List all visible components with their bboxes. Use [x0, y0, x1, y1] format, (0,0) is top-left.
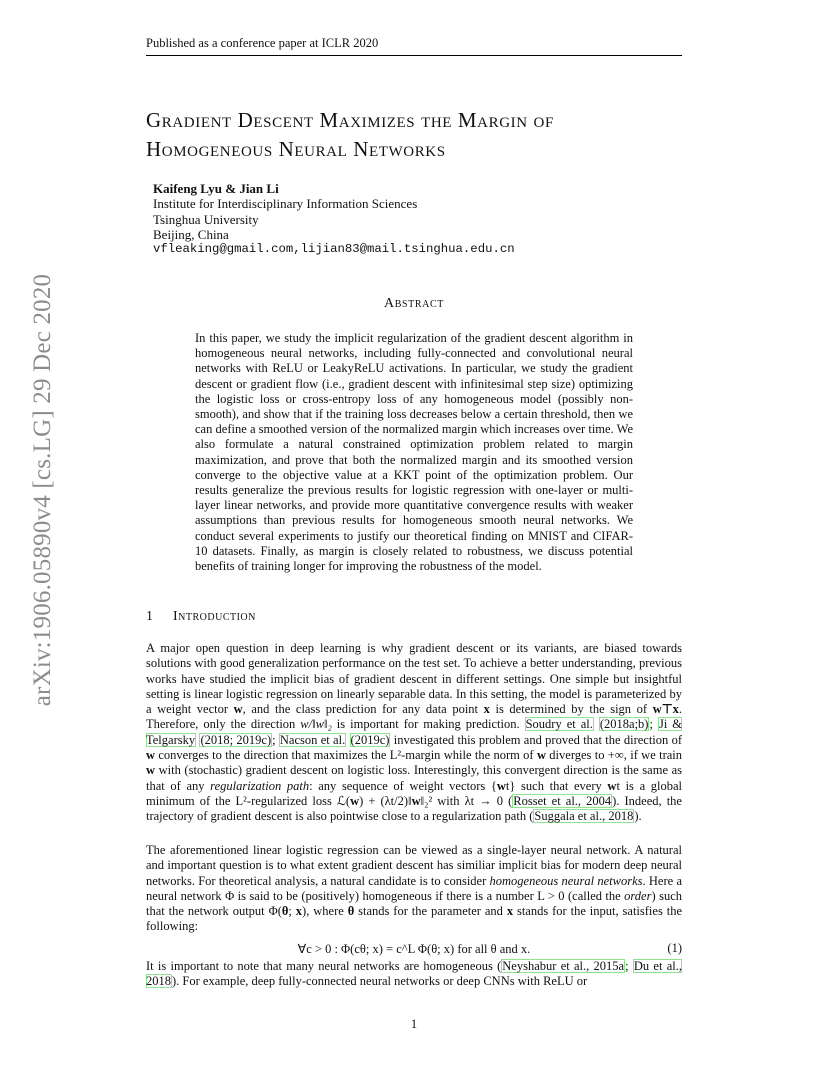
section-title: Introduction: [173, 609, 256, 624]
author-names: Kaifeng Lyu & Jian Li: [153, 181, 279, 196]
paper-title: [146, 106, 706, 164]
affiliation-location: Beijing, China: [153, 226, 229, 242]
citation-link[interactable]: Nacson et al.: [279, 732, 346, 747]
abstract-body: In this paper, we study the implicit regularization of the gradient descent algorithm in homogeneous neural networks, including fully-connected and convolutional neural networks with ReLU or LeakyReLU activations. In particular, we study the gradient descent or gradient flow (i.e., gradient descent with infinitesimal step size) optimizing the logistic loss or cross-entropy loss of any homogeneous model (possibly non-smooth), and show that if the training loss decreases below a certain threshold, then we can define a smoothed version of the normalized margin which increases over time. We also formulate a natural constrained optimization problem related to margin maximization, and prove that both the normalized margin and its smoothed version converge to the objective value at a KKT point of the optimization problem. Our results generalize the previous results for logistic regression with one-layer or multi-layer linear networks, and provide more quantitative convergence results with weaker assumptions than previous results for homogeneous smooth neural networks. We conduct several experiments to justify our theoretical finding on MNIST and CIFAR-10 datasets. Finally, as margin is closely related to robustness, we discuss potential benefits of training longer for improving the robustness of the model.: [195, 331, 633, 574]
title-line-2: Homogeneous Neural Networks: [146, 137, 446, 161]
citation-link[interactable]: Soudry et al.: [525, 717, 593, 732]
author-emails: vfleaking@gmail.com,lijian83@mail.tsinghua.edu.cn: [153, 242, 515, 257]
arxiv-stamp: [28, 273, 58, 707]
equation-1: [146, 941, 682, 957]
citation-link[interactable]: Rosset et al., 2004: [513, 793, 612, 808]
citation-link[interactable]: (2018; 2019c): [200, 732, 272, 747]
equation-number: (1): [667, 941, 682, 955]
citation-link[interactable]: Ji & Telgarsky: [146, 717, 683, 747]
page-number: 1: [410, 1017, 418, 1031]
citation-link[interactable]: Neyshabur et al., 2015a: [502, 959, 625, 973]
intro-paragraph-1: A major open question in deep learning is why gradient descent or its variants, are biased towards solutions with good generalization performance on the test set. To achieve a better understanding, previous works have studied the implicit bias of gradient descent in different settings. One simple but insightful setting is linear logistic regression on linearly separable data. In this setting, the model is parameterized by a weight vector w, and the class prediction for any data point x is determined by the sign of w⊤x. Therefore, only the direction w/‖w‖₂ is important for making prediction. Soudry et al. (2018a;b); Ji & Telgarsky (2018; 2019c); Nacson et al. (2019c) investigated this problem and proved that the direction of w converges to the direction that maximizes the L²-margin while the norm of w diverges to +∞, if we train w with (stochastic) gradient descent on logistic loss. Interestingly, this convergent direction is the same as that of any regularization path: any sequence of weight vectors {wt} such that every wt is a global minimum of the L²-regularized loss ℒ(w) + (λt/2)‖w‖₂² with λt → 0 (Rosset et al., 2004). Indeed, the trajectory of gradient descent is also pointwise close to a regularization path (Suggala et al., 2018).: [146, 641, 683, 824]
intro-paragraph-2: The aforementioned linear logistic regression can be viewed as a single-layer neural network. A natural and important question is to what extent gradient descent has similiar implicit bias for modern deep neural networks. For theoretical analysis, a natural candidate is to consider homogeneous neural networks. Here a neural network Φ is said to be (positively) homogeneous if there is a number L > 0 (called the order) such that the network output Φ(θ; x), where θ stands for the parameter and x stands for the input, satisfies the following:: [146, 843, 682, 934]
section-number: 1: [146, 609, 154, 624]
citation-link[interactable]: (2019c): [350, 732, 390, 747]
running-header: Published as a conference paper at ICLR 2020: [146, 36, 379, 50]
citation-link[interactable]: Suggala et al., 2018: [534, 809, 634, 824]
arxiv-stamp-text: arXiv:1906.05890v4 [cs.LG] 29 Dec 2020: [29, 273, 56, 707]
affiliation-university: Tsinghua University: [153, 211, 259, 227]
intro-paragraph-3: It is important to note that many neural networks are homogeneous (Neyshabur et al., 2015a; Du et al., 2018). For example, deep fully-connected neural networks or deep CNNs with ReLU or: [146, 959, 682, 989]
author-block: [153, 181, 673, 257]
citation-link[interactable]: Du et al., 2018: [146, 959, 682, 989]
header-rule: [146, 55, 682, 56]
title-line-1: Gradient Descent Maximizes the Margin of: [146, 108, 554, 132]
equation-expression: ∀c > 0 : Φ(cθ; x) = c^L Φ(θ; x) for all θ and x.: [297, 942, 531, 956]
affiliation-institute: Institute for Interdisciplinary Information Sciences: [153, 196, 418, 212]
section-heading-introduction: [146, 609, 682, 625]
citation-link[interactable]: (2018a;b): [599, 717, 649, 732]
abstract-heading: Abstract: [384, 296, 444, 311]
